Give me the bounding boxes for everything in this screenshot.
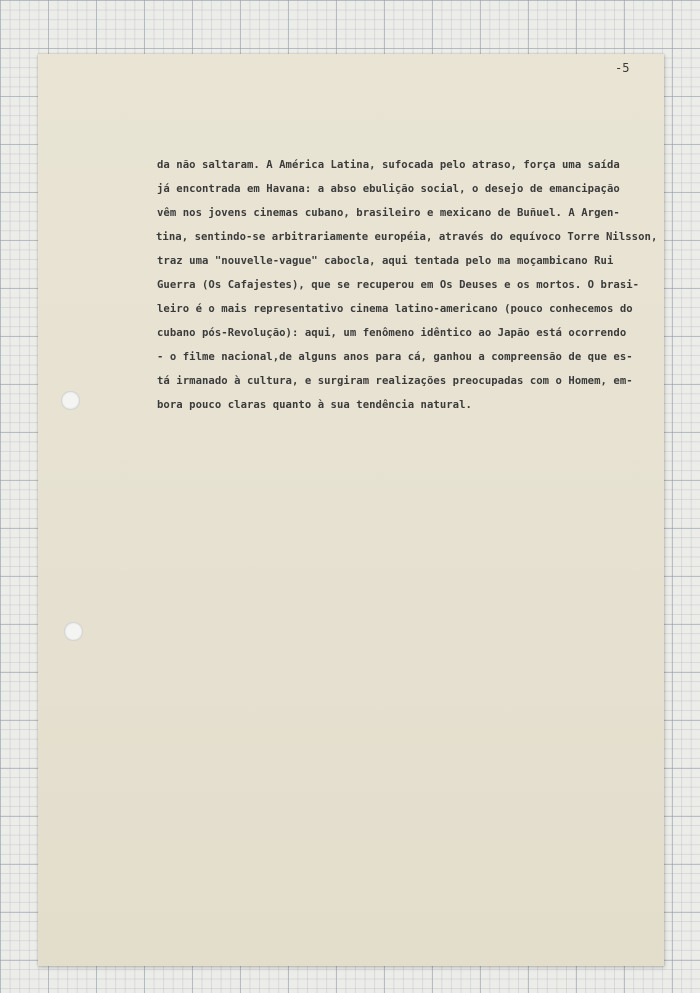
text-line: vêm nos jovens cinemas cubano, brasileiro e mexicano de Buñuel. A Argen- bbox=[157, 207, 620, 219]
text-line: - o filme nacional,de alguns anos para cá, ganhou a compreensão de que es- bbox=[157, 351, 633, 363]
text-line: Guerra (Os Cafajestes), que se recuperou em Os Deuses e os mortos. O brasi- bbox=[157, 279, 640, 291]
text-line: bora pouco claras quanto à sua tendência natural. bbox=[157, 399, 472, 411]
text-line: cubano pós-Revolução): aqui, um fenômeno idêntico ao Japão está ocorrendo bbox=[157, 327, 627, 339]
text-line: da não saltaram. A América Latina, sufocada pelo atraso, força uma saída bbox=[157, 159, 620, 171]
text-line: tá irmanado à cultura, e surgiram realizações preocupadas com o Homem, em- bbox=[157, 375, 633, 387]
page-number: -5 bbox=[615, 61, 630, 75]
punch-hole-upper bbox=[61, 391, 80, 410]
punch-hole-lower bbox=[64, 622, 83, 641]
text-line: já encontrada em Havana: a abso ebulição social, o desejo de emancipação bbox=[157, 183, 620, 195]
text-line: tina, sentindo-se arbitrariamente européia, através do equívoco Torre Nilsson, bbox=[156, 231, 658, 243]
text-line: leiro é o mais representativo cinema latino-americano (pouco conhecemos do bbox=[157, 303, 633, 315]
typewritten-page bbox=[38, 54, 664, 966]
text-line: traz uma "nouvelle-vague" cabocla, aqui tentada pelo ma moçambicano Rui bbox=[157, 255, 614, 267]
